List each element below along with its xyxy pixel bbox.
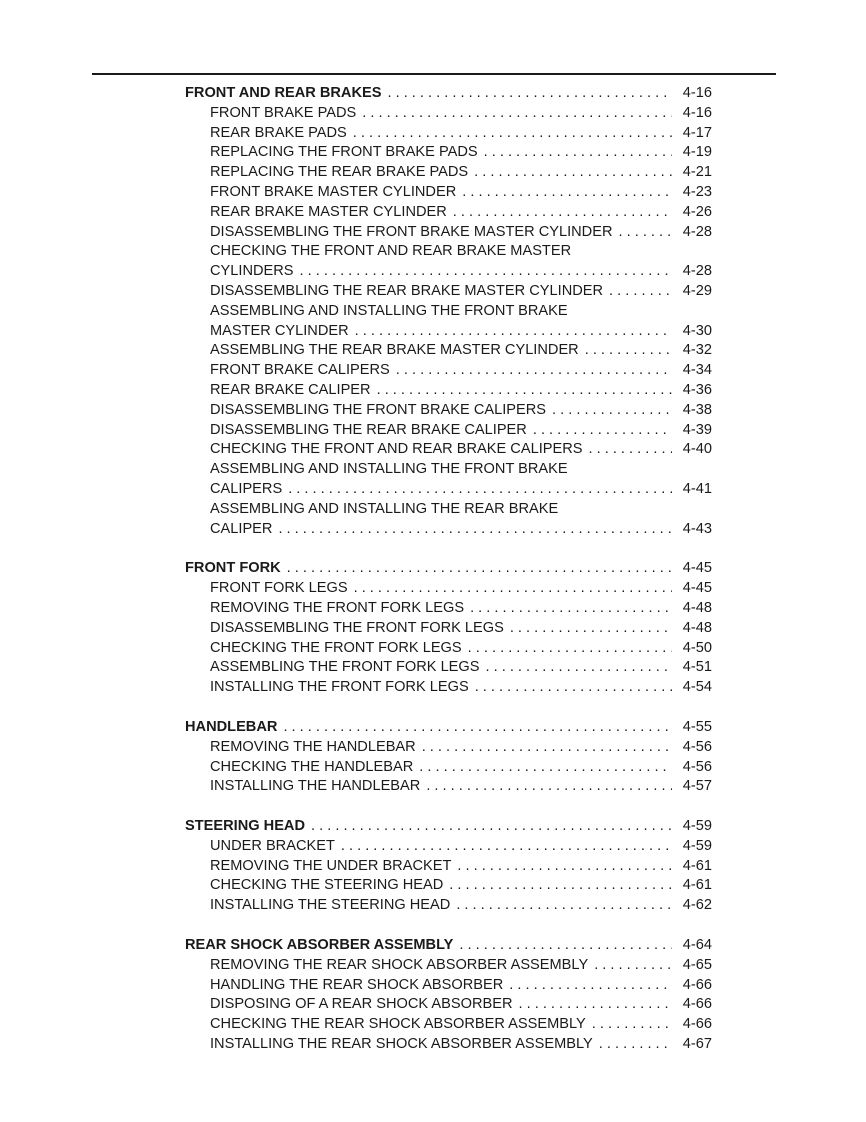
toc-entry[interactable] xyxy=(185,143,712,163)
toc-entry[interactable] xyxy=(185,1035,712,1055)
toc-entry-title: FRONT FORK LEGS xyxy=(210,580,348,597)
toc-heading-title: FRONT AND REAR BRAKES xyxy=(185,85,382,101)
toc-page-number: 4-59 xyxy=(682,837,712,854)
toc-entry-title: CYLINDERS xyxy=(210,263,294,280)
dot-leader xyxy=(619,223,673,243)
toc-entry-title: CALIPER xyxy=(210,520,273,537)
toc-heading-title: HANDLEBAR xyxy=(185,718,278,735)
toc-page-number: 4-48 xyxy=(682,619,712,636)
toc-heading-title: REAR SHOCK ABSORBER ASSEMBLY xyxy=(185,937,454,954)
toc-page-number: 4-62 xyxy=(682,897,712,914)
toc-entry-title: ASSEMBLING THE FRONT FORK LEGS xyxy=(210,659,480,676)
toc-entry-title: REMOVING THE FRONT FORK LEGS xyxy=(210,599,465,616)
toc-section xyxy=(185,817,712,916)
toc-page-number: 4-32 xyxy=(682,342,712,359)
header-rule xyxy=(92,73,776,75)
dot-leader xyxy=(585,341,672,361)
dot-leader xyxy=(422,738,672,758)
toc-page-number: 4-59 xyxy=(682,818,712,835)
dot-leader xyxy=(341,837,672,857)
toc-entry[interactable] xyxy=(185,777,712,797)
dot-leader xyxy=(510,619,672,639)
toc-entry[interactable] xyxy=(185,124,712,144)
toc-page-number: 4-40 xyxy=(682,441,712,458)
dot-leader xyxy=(377,381,672,401)
toc-entry-title: REPLACING THE FRONT BRAKE PADS xyxy=(210,144,478,161)
toc-section xyxy=(185,559,712,698)
toc-entry[interactable] xyxy=(185,282,712,302)
toc-entry[interactable] xyxy=(185,262,712,282)
toc-page-number: 4-61 xyxy=(682,857,712,874)
dot-leader xyxy=(589,440,673,460)
toc-entry-title: REMOVING THE REAR SHOCK ABSORBER ASSEMBLY xyxy=(210,956,589,973)
dot-leader xyxy=(453,203,672,223)
toc-entry-title: MASTER CYLINDER xyxy=(210,322,349,339)
toc-entry-title: UNDER BRACKET xyxy=(210,837,335,854)
toc-page-number: 4-34 xyxy=(682,362,712,379)
toc-entry-title: DISASSEMBLING THE FRONT BRAKE CALIPERS xyxy=(210,401,547,418)
toc-entry-title: CHECKING THE FRONT AND REAR BRAKE CALIPERS xyxy=(210,441,583,458)
toc-entry[interactable] xyxy=(185,896,712,916)
toc-page-number: 4-21 xyxy=(682,164,712,181)
toc-entry[interactable] xyxy=(185,738,712,758)
dot-leader xyxy=(475,678,672,698)
dot-leader xyxy=(278,520,672,540)
toc-heading-title: STEERING HEAD xyxy=(185,818,306,835)
toc-page-number: 4-36 xyxy=(682,381,712,398)
toc-page-number: 4-16 xyxy=(682,85,712,101)
toc-page-number: 4-48 xyxy=(682,599,712,616)
dot-leader xyxy=(462,183,672,203)
dot-leader xyxy=(592,1015,672,1035)
toc-entry[interactable] xyxy=(185,341,712,361)
toc-entry-title: REAR BRAKE MASTER CYLINDER xyxy=(210,203,447,220)
toc-entry-title: REMOVING THE HANDLEBAR xyxy=(210,738,416,755)
toc-entry-title-line[interactable]: ASSEMBLING AND INSTALLING THE REAR BRAKE xyxy=(210,500,559,517)
dot-leader xyxy=(609,282,672,302)
toc-entry-title: DISASSEMBLING THE REAR BRAKE CALIPER xyxy=(210,421,527,438)
dot-leader xyxy=(288,480,672,500)
toc-entry-title: FRONT BRAKE PADS xyxy=(210,104,357,121)
toc-page-number: 4-56 xyxy=(682,758,712,775)
dot-leader xyxy=(287,559,672,579)
toc-page-number: 4-66 xyxy=(682,1016,712,1033)
dot-leader xyxy=(470,599,672,619)
toc-entry-title: INSTALLING THE FRONT FORK LEGS xyxy=(210,679,469,696)
toc-entry[interactable] xyxy=(185,163,712,183)
dot-leader xyxy=(387,84,672,104)
dot-leader xyxy=(594,956,672,976)
toc-entry[interactable] xyxy=(185,520,712,540)
toc-page-number: 4-16 xyxy=(682,104,712,121)
dot-leader xyxy=(396,361,672,381)
toc-entry-title: INSTALLING THE STEERING HEAD xyxy=(210,897,451,914)
dot-leader xyxy=(362,104,672,124)
toc-entry-title-line[interactable]: CHECKING THE FRONT AND REAR BRAKE MASTER xyxy=(210,243,572,260)
toc-entry[interactable] xyxy=(185,876,712,896)
toc-page-number: 4-54 xyxy=(682,679,712,696)
dot-leader xyxy=(449,876,672,896)
toc-section-heading[interactable] xyxy=(185,559,712,579)
toc-page-number: 4-28 xyxy=(682,263,712,280)
toc-entry-title: FRONT BRAKE CALIPERS xyxy=(210,362,390,379)
dot-leader xyxy=(311,817,672,837)
dot-leader xyxy=(468,639,672,659)
toc-page-number: 4-17 xyxy=(682,124,712,141)
dot-leader xyxy=(419,758,672,778)
toc-entry[interactable] xyxy=(185,440,712,460)
toc-page-number: 4-29 xyxy=(682,282,712,299)
toc-page-number: 4-38 xyxy=(682,401,712,418)
toc-entry[interactable] xyxy=(185,480,712,500)
toc-entry[interactable] xyxy=(185,995,712,1015)
toc-section xyxy=(185,936,712,1055)
toc-entry[interactable] xyxy=(185,619,712,639)
toc-entry-title: INSTALLING THE REAR SHOCK ABSORBER ASSEMBLY xyxy=(210,1036,593,1053)
toc-entry-title: CALIPERS xyxy=(210,480,283,497)
toc-entry[interactable] xyxy=(185,361,712,381)
toc-entry-title: DISASSEMBLING THE REAR BRAKE MASTER CYLINDER xyxy=(210,282,604,299)
toc-entry[interactable] xyxy=(185,837,712,857)
toc-page-number: 4-65 xyxy=(682,956,712,973)
toc-entry[interactable] xyxy=(185,223,712,243)
toc-page-number: 4-67 xyxy=(682,1036,712,1053)
toc-entry-title: FRONT BRAKE MASTER CYLINDER xyxy=(210,183,457,200)
toc-section xyxy=(185,84,712,539)
toc-section-heading[interactable] xyxy=(185,817,712,837)
dot-leader xyxy=(456,896,672,916)
toc-entry-title: DISPOSING OF A REAR SHOCK ABSORBER xyxy=(210,996,513,1013)
toc-entry-title: REPLACING THE REAR BRAKE PADS xyxy=(210,164,469,181)
toc-page-number: 4-61 xyxy=(682,877,712,894)
toc-entry-title: REMOVING THE UNDER BRACKET xyxy=(210,857,452,874)
toc-page-number: 4-39 xyxy=(682,421,712,438)
toc-page-number: 4-55 xyxy=(682,718,712,735)
toc-entry-title: HANDLING THE REAR SHOCK ABSORBER xyxy=(210,976,504,993)
toc-page-number: 4-64 xyxy=(682,937,712,954)
toc-page-number: 4-45 xyxy=(682,560,712,577)
toc-heading-title: FRONT FORK xyxy=(185,560,281,577)
toc-entry-title: DISASSEMBLING THE FRONT FORK LEGS xyxy=(210,619,504,636)
toc-page-number: 4-66 xyxy=(682,996,712,1013)
toc-entry-title: REAR BRAKE PADS xyxy=(210,124,347,141)
toc-page-number: 4-57 xyxy=(682,778,712,795)
toc-page-number: 4-66 xyxy=(682,976,712,993)
toc-entry[interactable] xyxy=(185,976,712,996)
toc-entry-title-line[interactable]: ASSEMBLING AND INSTALLING THE FRONT BRAKE xyxy=(210,461,568,478)
dot-leader xyxy=(355,322,672,342)
toc-page-number: 4-41 xyxy=(682,480,712,497)
toc-section xyxy=(185,718,712,797)
dot-leader xyxy=(552,401,672,421)
dot-leader xyxy=(459,936,672,956)
dot-leader xyxy=(353,124,672,144)
toc-entry[interactable] xyxy=(185,599,712,619)
table-of-contents xyxy=(185,84,712,1075)
toc-entry[interactable] xyxy=(185,401,712,421)
toc-entry-title: REAR BRAKE CALIPER xyxy=(210,381,371,398)
toc-entry[interactable] xyxy=(185,639,712,659)
toc-entry[interactable] xyxy=(185,857,712,877)
toc-entry-title-line[interactable]: ASSEMBLING AND INSTALLING THE FRONT BRAKE xyxy=(210,302,568,319)
toc-entry[interactable] xyxy=(185,104,712,124)
dot-leader xyxy=(457,857,672,877)
toc-page-number: 4-28 xyxy=(682,223,712,240)
toc-section-heading[interactable] xyxy=(185,936,712,956)
toc-page-number: 4-56 xyxy=(682,738,712,755)
toc-entry-title: INSTALLING THE HANDLEBAR xyxy=(210,778,421,795)
toc-page-number: 4-19 xyxy=(682,144,712,161)
toc-entry[interactable] xyxy=(185,956,712,976)
dot-leader xyxy=(300,262,672,282)
toc-page-number: 4-50 xyxy=(682,639,712,656)
toc-section-heading[interactable] xyxy=(185,718,712,738)
toc-page-number: 4-43 xyxy=(682,520,712,537)
toc-entry-title: CHECKING THE FRONT FORK LEGS xyxy=(210,639,462,656)
toc-entry-title: CHECKING THE STEERING HEAD xyxy=(210,877,444,894)
toc-entry-title: DISASSEMBLING THE FRONT BRAKE MASTER CYLINDER xyxy=(210,223,613,240)
dot-leader xyxy=(283,718,672,738)
dot-leader xyxy=(519,995,673,1015)
toc-entry[interactable] xyxy=(185,758,712,778)
toc-entry[interactable] xyxy=(185,658,712,678)
dot-leader xyxy=(599,1035,672,1055)
dot-leader xyxy=(533,421,672,441)
dot-leader xyxy=(426,777,672,797)
toc-entry[interactable] xyxy=(185,381,712,401)
toc-page-number: 4-26 xyxy=(682,203,712,220)
toc-entry-title: ASSEMBLING THE REAR BRAKE MASTER CYLINDER xyxy=(210,342,579,359)
toc-page-number: 4-23 xyxy=(682,183,712,200)
dot-leader xyxy=(509,976,672,996)
toc-page-number: 4-51 xyxy=(682,659,712,676)
dot-leader xyxy=(474,163,672,183)
toc-entry-title: CHECKING THE REAR SHOCK ABSORBER ASSEMBLY xyxy=(210,1016,586,1033)
toc-entry-title: CHECKING THE HANDLEBAR xyxy=(210,758,414,775)
toc-entry[interactable] xyxy=(185,579,712,599)
toc-entry[interactable] xyxy=(185,203,712,223)
toc-page-number: 4-45 xyxy=(682,580,712,597)
toc-entry[interactable] xyxy=(185,322,712,342)
toc-entry[interactable] xyxy=(185,421,712,441)
dot-leader xyxy=(354,579,672,599)
toc-entry[interactable] xyxy=(185,183,712,203)
dot-leader xyxy=(486,658,673,678)
toc-entry[interactable] xyxy=(185,1015,712,1035)
toc-entry[interactable] xyxy=(185,678,712,698)
toc-section-heading[interactable] xyxy=(185,84,712,104)
dot-leader xyxy=(484,143,672,163)
toc-page-number: 4-30 xyxy=(682,322,712,339)
